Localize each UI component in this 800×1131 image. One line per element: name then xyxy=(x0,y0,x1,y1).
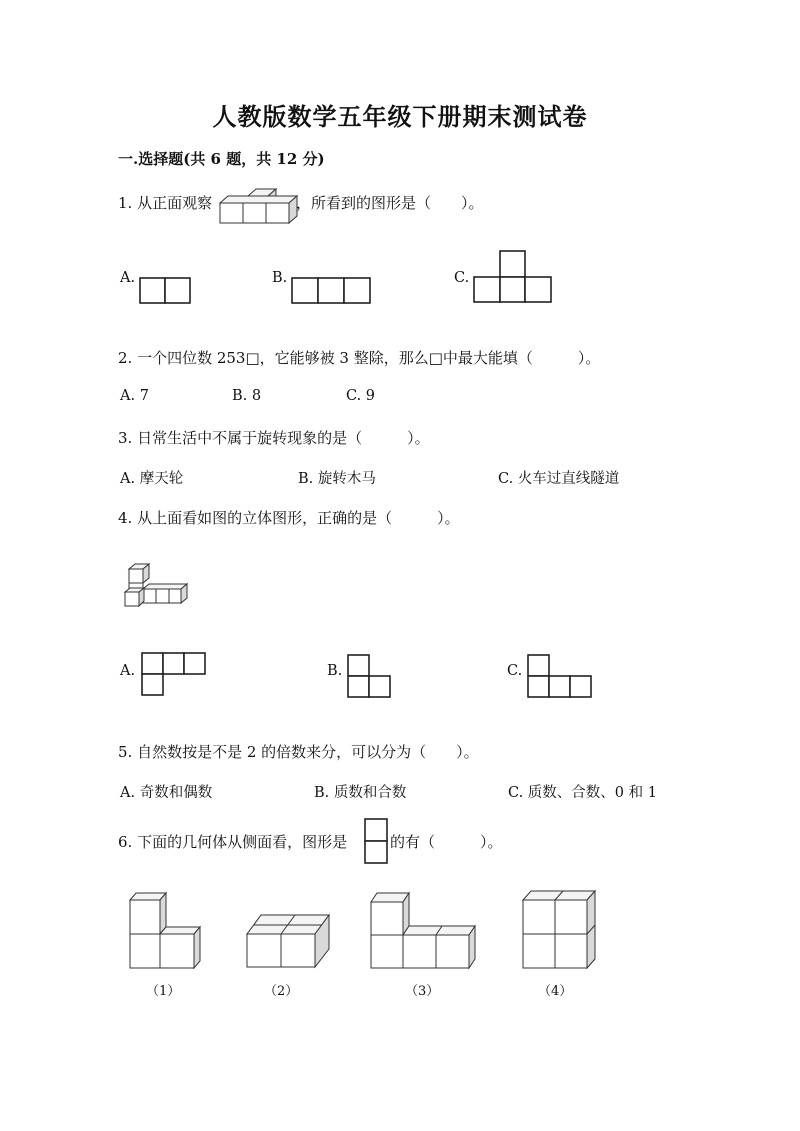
q1-stem-prefix: 1. 从正面观察 xyxy=(118,194,213,212)
q4-option-b-figure xyxy=(347,654,393,698)
q1-option-b-label: B. xyxy=(272,270,288,286)
q5-option-a: A. 奇数和偶数 xyxy=(120,785,213,801)
q5-option-b: B. 质数和合数 xyxy=(314,785,407,801)
q1-stem-suffix: ，所看到的图形是（ ）。 xyxy=(296,194,484,212)
q1-option-c-figure xyxy=(473,250,555,304)
q6-figure-2-label: （2） xyxy=(264,984,299,999)
q6-figure-1 xyxy=(128,890,208,970)
q4-option-b-label: B. xyxy=(327,663,343,679)
q1-option-c-label: C. xyxy=(454,270,470,286)
q3-option-b: B. 旋转木马 xyxy=(298,471,376,487)
q4-solid-figure xyxy=(124,563,190,607)
q2-option-c: C. 9 xyxy=(346,388,376,404)
q6-stem-prefix: 6. 下面的几何体从侧面看，图形是 xyxy=(118,833,348,851)
section-heading: 一.选择题(共 6 题，共 12 分) xyxy=(118,150,325,168)
q6-stem-suffix: 的有（ ）。 xyxy=(390,833,503,851)
q1-option-a-figure xyxy=(139,277,193,305)
q5-option-c: C. 质数、合数、0 和 1 xyxy=(508,785,657,801)
q6-side-view-figure xyxy=(364,818,390,866)
page-title: 人教版数学五年级下册期末测试卷 xyxy=(212,102,588,131)
q1-option-b-figure xyxy=(291,277,373,305)
q5-stem: 5. 自然数按是不是 2 的倍数来分，可以分为（ ）。 xyxy=(118,743,479,761)
q1-solid-figure xyxy=(218,186,298,228)
q2-stem: 2. 一个四位数 253□，它能够被 3 整除，那么□中最大能填（ ）。 xyxy=(118,349,601,367)
q4-option-a-label: A. xyxy=(120,663,136,679)
q4-stem: 4. 从上面看如图的立体图形，正确的是（ ）。 xyxy=(118,509,460,527)
q4-option-a-figure xyxy=(141,652,207,698)
q4-option-c-figure xyxy=(527,654,593,698)
q2-option-b: B. 8 xyxy=(232,388,262,404)
q1-option-a-label: A. xyxy=(120,270,136,286)
q3-option-c: C. 火车过直线隧道 xyxy=(498,471,620,487)
q6-figure-1-label: （1） xyxy=(146,984,181,999)
q4-option-c-label: C. xyxy=(507,663,523,679)
q2-option-a: A. 7 xyxy=(120,388,149,404)
q3-option-a: A. 摩天轮 xyxy=(120,471,184,487)
q6-figure-4-label: （4） xyxy=(538,984,573,999)
q6-figure-3 xyxy=(369,890,481,970)
q6-figure-4 xyxy=(521,888,601,970)
q6-figure-3-label: （3） xyxy=(405,984,440,999)
q6-figure-2 xyxy=(245,910,335,970)
q3-stem: 3. 日常生活中不属于旋转现象的是（ ）。 xyxy=(118,429,430,447)
